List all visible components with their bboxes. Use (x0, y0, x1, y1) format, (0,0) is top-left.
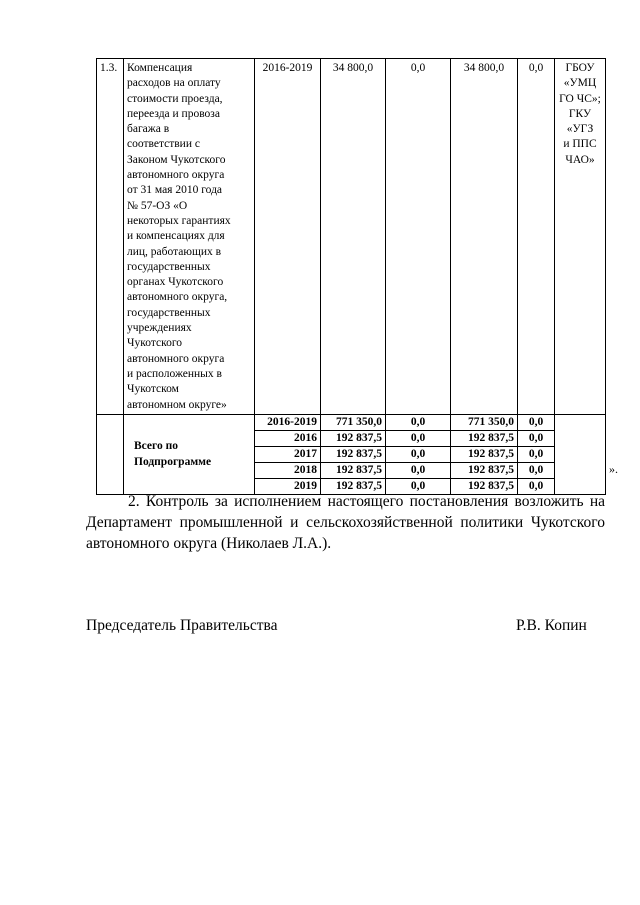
signatory-title: Председатель Правительства (86, 617, 278, 634)
total-col3: 192 837,5 (451, 430, 518, 446)
total-year: 2017 (255, 446, 321, 462)
closing-quote: ». (609, 462, 618, 476)
period-cell: 2016-2019 (255, 59, 321, 415)
total-col3: 192 837,5 (451, 462, 518, 478)
activity-name-line: государственных (127, 260, 211, 273)
table-row (97, 59, 606, 415)
total-col4: 0,0 (518, 462, 555, 478)
activity-name-line: багажа в (127, 123, 170, 136)
executor-line: ГО ЧС»; (559, 92, 601, 105)
executor-line: и ППС (563, 138, 597, 151)
total-label-line: Подпрограмме (134, 456, 212, 469)
total-value: 192 837,5 (321, 446, 386, 462)
total-year: 2018 (255, 462, 321, 478)
activity-name-line: от 31 мая 2010 года (127, 184, 223, 197)
executor-line: ГКУ «УГЗ (566, 107, 594, 136)
total-col2: 0,0 (386, 462, 451, 478)
total-number-cell (97, 414, 124, 494)
activity-name-line: государственных (127, 306, 211, 319)
total-label-line: Всего по (134, 440, 178, 453)
total-col2: 0,0 (386, 414, 451, 430)
program-table (96, 58, 606, 495)
activity-name-line: переезда и провоза (127, 107, 220, 120)
total-col3: 192 837,5 (451, 478, 518, 494)
total-value: 771 350,0 (321, 414, 386, 430)
total-col2: 0,0 (386, 478, 451, 494)
total-col4: 0,0 (518, 478, 555, 494)
total-col4: 0,0 (518, 414, 555, 430)
activity-name-line: лиц, работающих в (127, 245, 222, 258)
total-col3: 771 350,0 (451, 414, 518, 430)
total-funding-cell: 34 800,0 (321, 59, 386, 415)
total-executor-cell (555, 414, 606, 494)
activity-name-line: автономного округа, (127, 291, 228, 304)
total-value: 192 837,5 (321, 430, 386, 446)
activity-name-line: соответствии с (127, 138, 200, 151)
activity-name-line: автономного округа (127, 352, 225, 365)
executor-cell (555, 59, 606, 415)
activity-name-line: расходов на оплату (127, 77, 221, 90)
total-year: 2016-2019 (255, 414, 321, 430)
control-paragraph: 2. Контроль за исполнением настоящего постановления возложить на Департамент промышленной и сельскохозяйственной политики Чукотского автономного округа (Николаев Л.А.). (86, 493, 605, 552)
funding-col3-cell: 34 800,0 (451, 59, 518, 415)
activity-name-line: № 57-ОЗ «О (127, 199, 188, 212)
total-col4: 0,0 (518, 446, 555, 462)
activity-name-line: некоторых гарантиях (127, 214, 231, 227)
executor-line: ГБОУ (565, 62, 595, 74)
total-col2: 0,0 (386, 430, 451, 446)
signatory-name: Р.В. Копин (516, 617, 587, 634)
total-col2: 0,0 (386, 446, 451, 462)
executor-line: «УМЦ (563, 77, 597, 90)
activity-name-line: Законом Чукотского (127, 153, 226, 166)
total-col4: 0,0 (518, 430, 555, 446)
activity-name-line: и компенсациях для (127, 230, 225, 243)
activity-name-line: органах Чукотского (127, 276, 224, 289)
activity-name-line: Чукотском (127, 383, 179, 396)
total-value: 192 837,5 (321, 478, 386, 494)
activity-name (124, 59, 255, 415)
table-row (97, 414, 606, 430)
activity-name-line: стоимости проезда, (127, 92, 223, 105)
activity-name-line: и расположенных в (127, 367, 222, 380)
activity-name-line: Компенсация (127, 62, 193, 74)
total-col3: 192 837,5 (451, 446, 518, 462)
funding-col4-cell: 0,0 (518, 59, 555, 415)
activity-name-line: учреждениях (127, 322, 192, 335)
funding-col2-cell: 0,0 (386, 59, 451, 415)
total-label (124, 414, 255, 494)
row-number: 1.3. (97, 59, 124, 415)
total-year: 2016 (255, 430, 321, 446)
activity-name-line: автономного округа (127, 169, 225, 182)
activity-name-line: автономном округе» (127, 398, 227, 411)
total-year: 2019 (255, 478, 321, 494)
executor-line: ЧАО» (565, 153, 595, 166)
activity-name-line: Чукотского (127, 337, 183, 350)
total-value: 192 837,5 (321, 462, 386, 478)
